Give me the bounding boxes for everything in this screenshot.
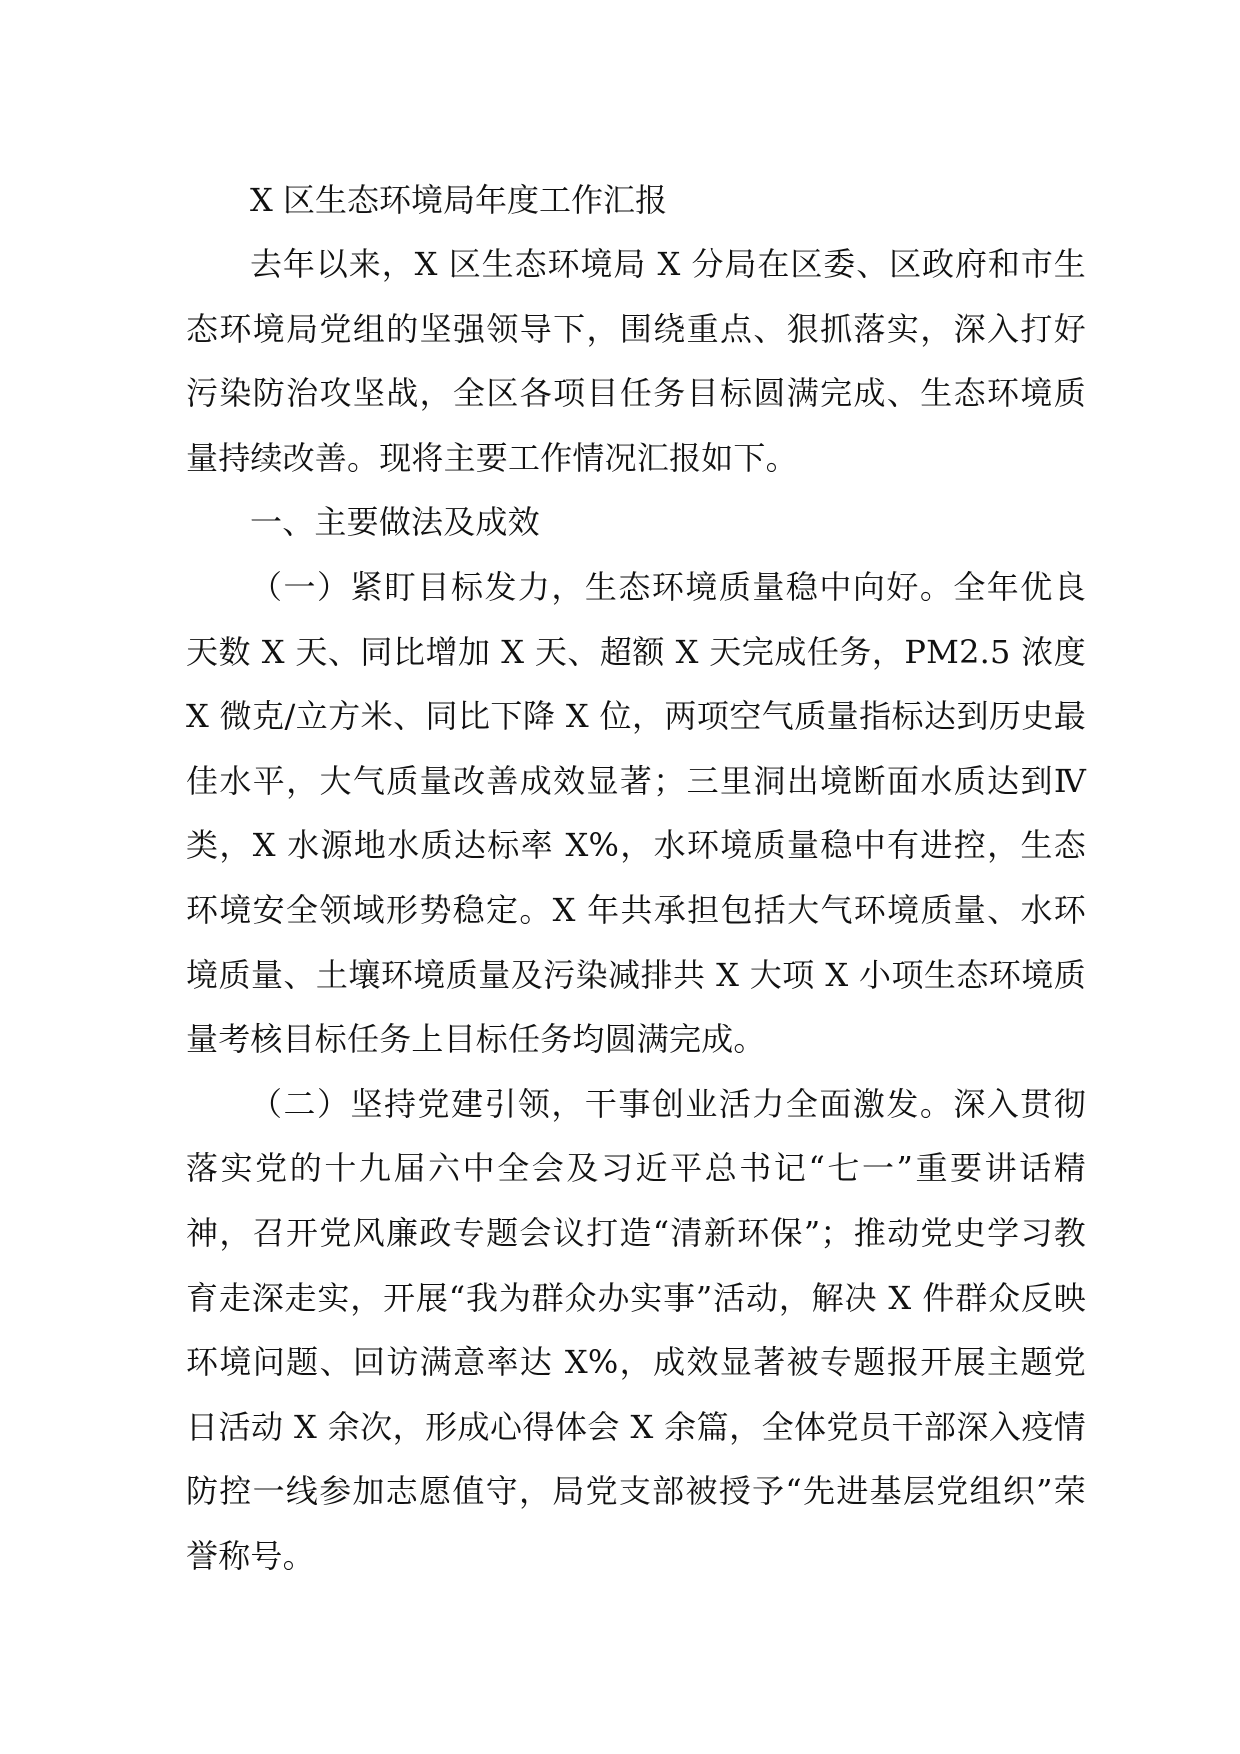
paragraph-party-building: （二）坚持党建引领，干事创业活力全面激发。深入贯彻落实党的十九届六中全会及习近平总书记“七一”重要讲话精神，召开党风廉政专题会议打造“清新环保”；推动党史学习教育走深走实，开展“我为群众办实事”活动，解决 X 件群众反映环境问题、回访满意率达 X%，成效显著被专题报开展主题党日活动 X 余次，形成心得体会 X 余篇，全体党员干部深入疫情防控一线参加志愿值守，局党支部被授予“先进基层党组织”荣誉称号。 (186, 1084, 1086, 1575)
document-title: X 区生态环境局年度工作汇报 (250, 181, 667, 219)
intro-paragraph: 去年以来，X 区生态环境局 X 分局在区委、区政府和市生态环境局党组的坚强领导下，围绕重点、狠抓落实，深入打好污染防治攻坚战，全区各项目任务目标圆满完成、生态环境质量持续改善。现将主要工作情况汇报如下。 (186, 245, 1086, 477)
document-page (186, 168, 1086, 1588)
paragraph-goals: （一）紧盯目标发力，生态环境质量稳中向好。全年优良天数 X 天、同比增加 X 天、超额 X 天完成任务，PM2.5 浓度 X 微克/立方米、同比下降 X 位，两项空气质量指标达到历史最佳水平，大气质量改善成效显著；三里洞出境断面水质达到Ⅳ类，X 水源地水质达标率 X%，水环境质量稳中有进控，生态环境安全领域形势稳定。X 年共承担包括大气环境质量、水环境质量、土壤环境质量及污染减排共 X 大项 X 小项生态环境质量考核目标任务上目标任务均圆满完成。 (186, 567, 1086, 1059)
section-heading: 一、主要做法及成效 (250, 503, 540, 542)
